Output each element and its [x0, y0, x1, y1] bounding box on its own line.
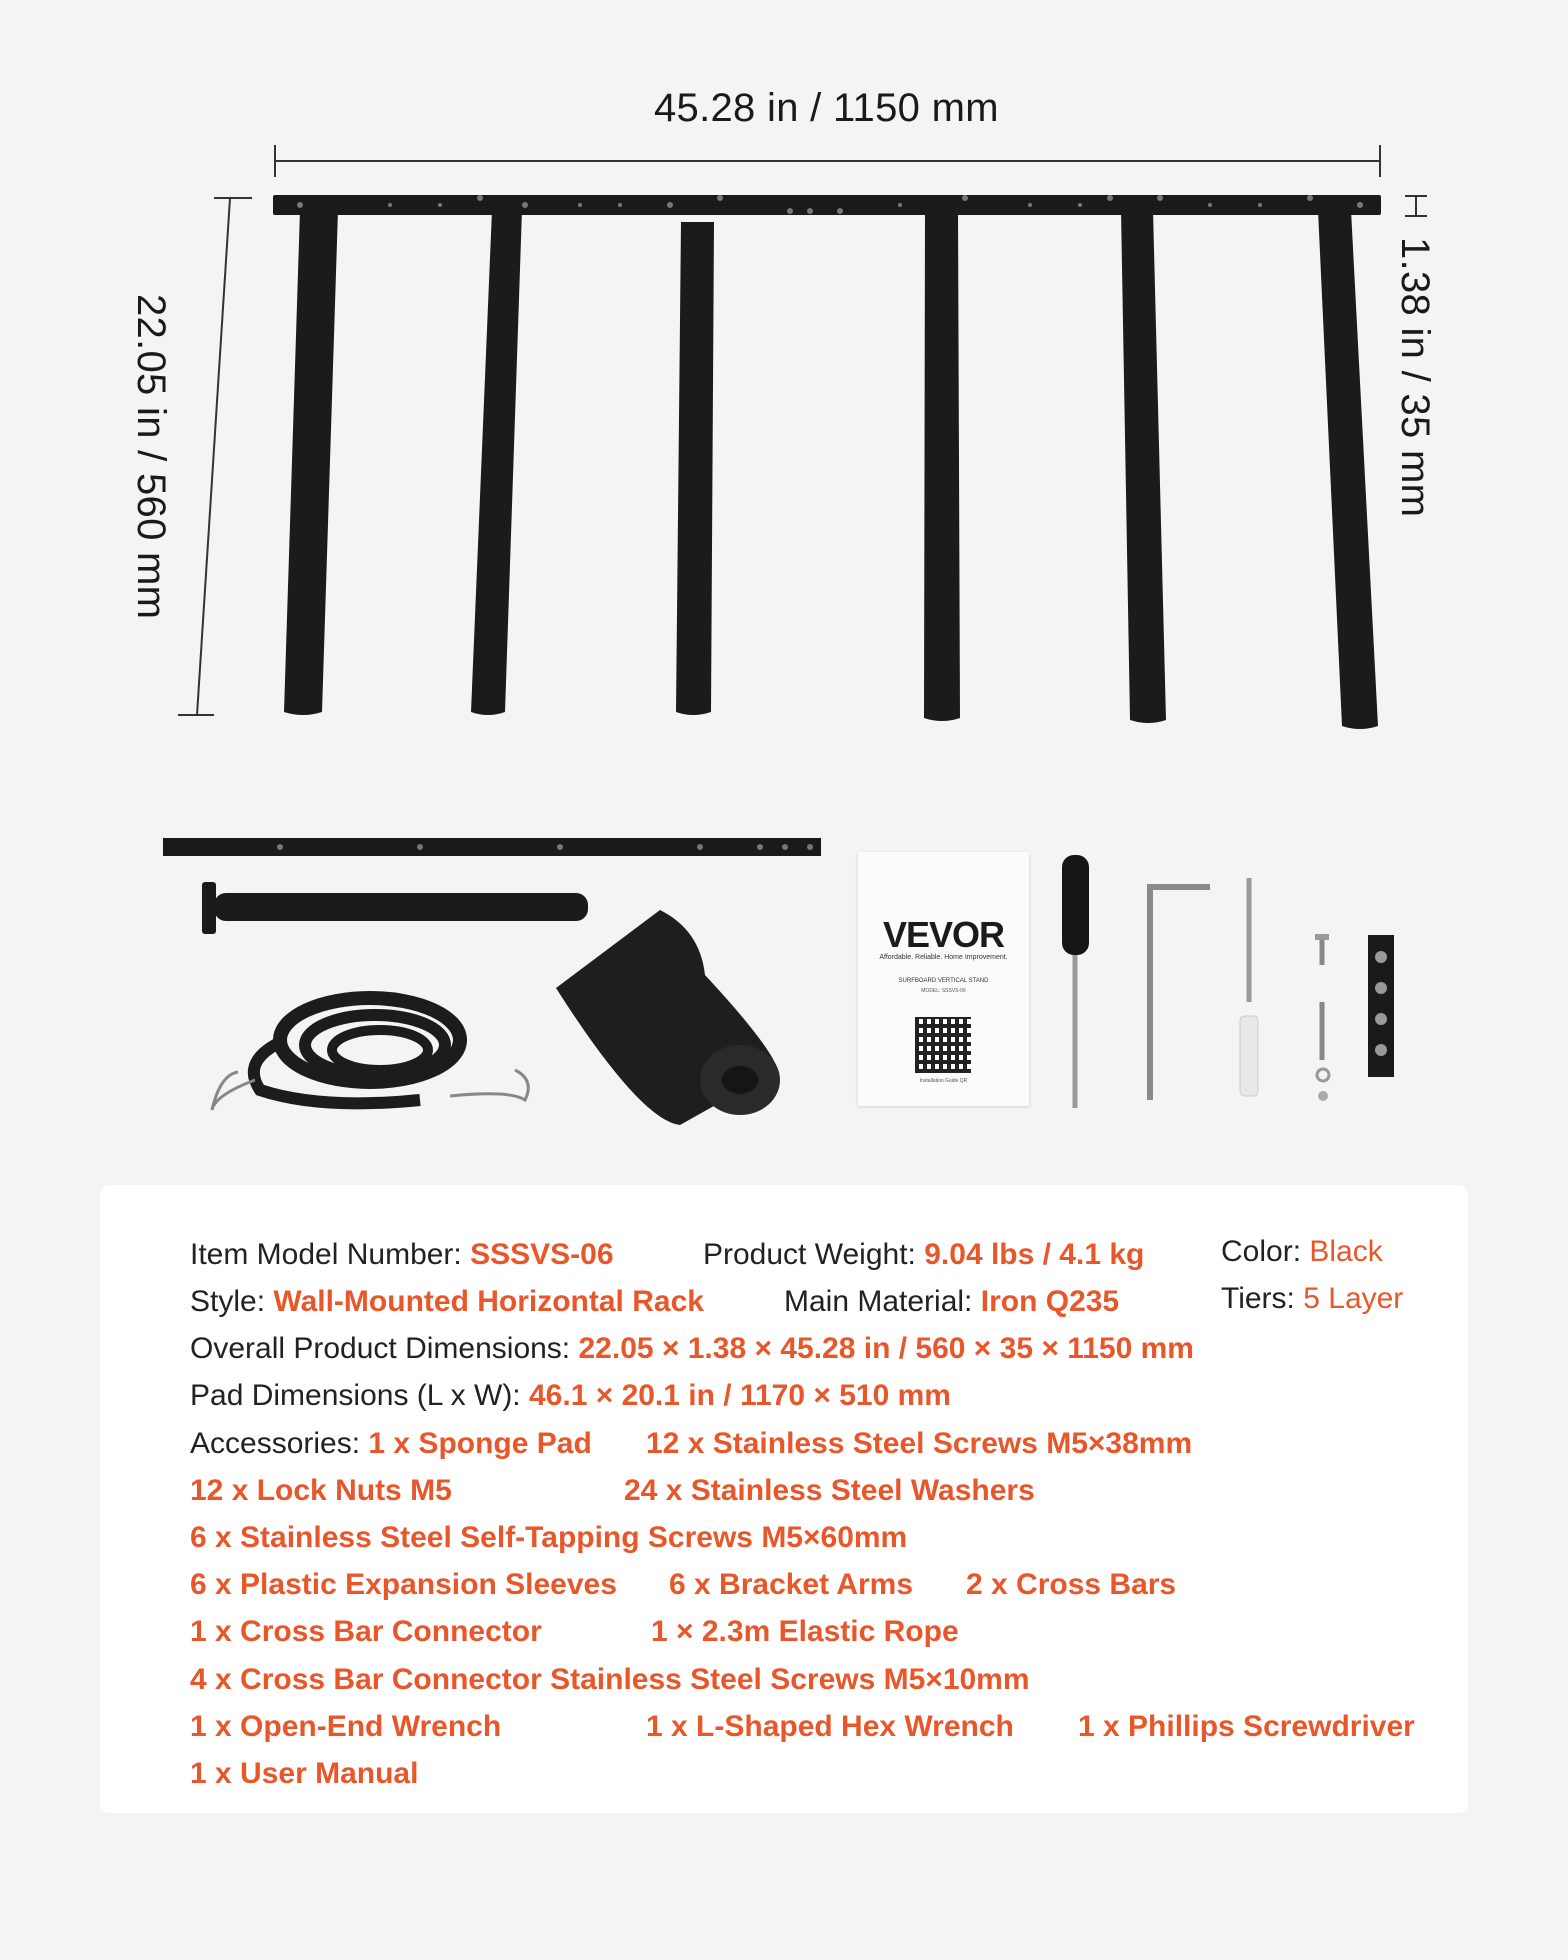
- accessory-item: 1 x L-Shaped Hex Wrench: [646, 1710, 1014, 1743]
- accessory-item: 2 x Cross Bars: [966, 1568, 1177, 1601]
- part-cross-bar: [163, 838, 821, 856]
- spec-overall-value: 22.05 × 1.38 × 45.28 in / 560 × 35 × 1150 mm: [578, 1332, 1194, 1365]
- spec-weight-label: Product Weight:: [703, 1238, 925, 1271]
- spec-material-label: Main Material:: [784, 1285, 981, 1318]
- accessory-item: 4 x Cross Bar Connector Stainless Steel Screws M5×10mm: [190, 1663, 1030, 1696]
- thickness-dimension-label-wrapper: [1392, 237, 1437, 527]
- spec-overall-label: Overall Product Dimensions:: [190, 1332, 579, 1365]
- spec-weight-value: 9.04 lbs / 4.1 kg: [924, 1238, 1145, 1271]
- accessory-item: 1 x Open-End Wrench: [190, 1710, 502, 1743]
- part-user-manual: [858, 852, 1029, 1106]
- qr-code-icon: [915, 1017, 971, 1073]
- spec-tiers-value: 5 Layer: [1303, 1282, 1404, 1315]
- height-dimension-line: [178, 198, 252, 715]
- spec-style: [190, 1284, 704, 1320]
- spec-card: [100, 1185, 1468, 1813]
- accessory-item: 1 × 2.3m Elastic Rope: [651, 1615, 959, 1648]
- spec-material: [784, 1284, 1119, 1320]
- spec-material-value: Iron Q235: [980, 1285, 1120, 1318]
- spec-accessories: [190, 1426, 592, 1462]
- accessory-item: 6 x Plastic Expansion Sleeves: [190, 1568, 617, 1601]
- width-dimension-label: 45.28 in / 1150 mm: [654, 86, 999, 130]
- spec-style-value: Wall-Mounted Horizontal Rack: [273, 1285, 704, 1318]
- spec-overall-dimensions: [190, 1331, 1194, 1367]
- part-sponge-pad: [556, 910, 780, 1125]
- spec-model-label: Item Model Number:: [190, 1238, 471, 1271]
- manual-qr-caption: Installation Guide QR: [919, 1078, 968, 1084]
- accessory-item: 12 x Lock Nuts M5: [190, 1474, 452, 1507]
- part-cross-bar-connector: [1368, 935, 1394, 1077]
- spec-model: [190, 1237, 614, 1273]
- spec-color: [1221, 1234, 1383, 1270]
- spec-pad-dimensions: [190, 1378, 951, 1414]
- accessory-item: 12 x Stainless Steel Screws M5×38mm: [646, 1427, 1193, 1460]
- manual-model: MODEL: SSSVS-06: [921, 988, 966, 994]
- spec-pad-label: Pad Dimensions (L x W):: [190, 1379, 529, 1412]
- part-bracket-arm: [202, 882, 588, 934]
- spec-tiers-label: Tiers:: [1221, 1282, 1304, 1315]
- accessory-item: 24 x Stainless Steel Washers: [624, 1474, 1035, 1507]
- accessory-item: 6 x Bracket Arms: [669, 1568, 914, 1601]
- spec-weight: [703, 1237, 1144, 1273]
- spec-color-value: Black: [1309, 1235, 1383, 1268]
- accessory-item: 1 x Cross Bar Connector: [190, 1615, 542, 1648]
- spec-pad-value: 46.1 × 20.1 in / 1170 × 510 mm: [528, 1379, 951, 1412]
- rack-arms: [284, 210, 1378, 729]
- accessory-item: 1 x User Manual: [190, 1757, 419, 1790]
- width-dimension-line: [275, 145, 1380, 177]
- rack-crossbar: [273, 195, 1381, 215]
- spec-style-label: Style:: [190, 1285, 274, 1318]
- accessory-item: 1 x Sponge Pad: [368, 1427, 592, 1460]
- thickness-dimension-line: [1405, 196, 1427, 216]
- spec-color-label: Color:: [1221, 1235, 1310, 1268]
- spec-tiers: [1221, 1281, 1403, 1317]
- part-screwdriver: [1062, 855, 1089, 1108]
- manual-tagline: Affordable. Reliable. Home Improvement.: [879, 954, 1008, 961]
- manual-subtitle: SURFBOARD VERTICAL STAND: [898, 978, 989, 984]
- part-elastic-rope: [212, 998, 528, 1110]
- manual-brand-logo: VEVOR: [882, 914, 1005, 955]
- spec-model-value: SSSVS-06: [470, 1238, 614, 1271]
- accessory-item: 6 x Stainless Steel Self-Tapping Screws M5×60mm: [190, 1521, 908, 1554]
- accessory-item: 1 x Phillips Screwdriver: [1078, 1710, 1415, 1743]
- height-dimension-label: 22.05 in / 560 mm: [129, 294, 173, 620]
- part-screws: [1240, 878, 1329, 1101]
- thickness-dimension-label: 1.38 in / 35 mm: [1393, 237, 1437, 518]
- height-dimension-label-wrapper: [128, 284, 173, 619]
- part-hex-wrench: [1150, 887, 1210, 1100]
- spec-accessories-label: Accessories:: [190, 1427, 369, 1460]
